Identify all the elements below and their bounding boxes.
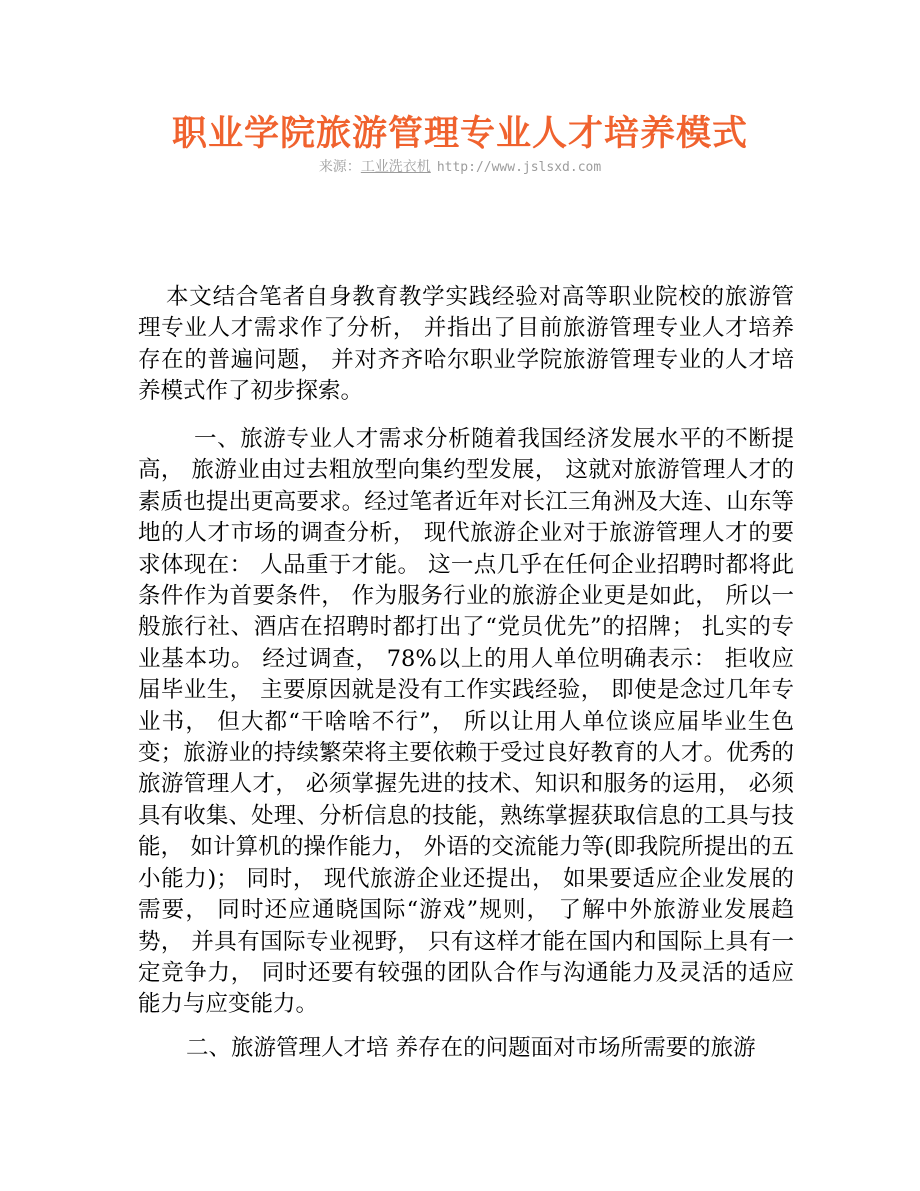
paragraph-abstract: 本文结合笔者自身教育教学实践经验对高等职业院校的旅游管理专业人才需求作了分析， 并指出了目前旅游管理专业人才培养存在的普遍问题， 并对齐齐哈尔职业学院旅游管理专业的人才培养模式作了初步探索。: [138, 284, 794, 405]
source-link[interactable]: 工业洗衣机: [360, 159, 431, 175]
source-url: http://www.jslsxd.com: [436, 160, 602, 175]
source-line: [0, 157, 920, 178]
paragraph-section-one: 一、旅游专业人才需求分析随着我国经济发展水平的不断提高， 旅游业由过去粗放型向集约型发展， 这就对旅游管理人才的素质也提出更高要求。经过笔者近年对长江三角洲及大连、山东等地的人才市场的调查分析， 现代旅游企业对于旅游管理人才的要求体现在： 人品重于才能。 这一点几乎在任何企业招聘时都将此条件作为首要条件， 作为服务行业的旅游企业更是如此， 所以一般旅行社、酒店在招聘时都打出了“党员优先”的招牌； 扎实的专业基本功。 经过调查， 78%以上的用人单位明确表示： 拒收应届毕业生， 主要原因就是没有工作实践经验， 即使是念过几年专业书， 但大都“干啥啥不行”， 所以让用人单位谈应届毕业生色变；旅游业的持续繁荣将主要依赖于受过良好教育的人才。优秀的旅游管理人才， 必须掌握先进的技术、知识和服务的运用， 必须具有收集、处理、分析信息的技能，熟练掌握获取信息的工具与技能， 如计算机的操作能力， 外语的交流能力等(即我院所提出的五小能力)； 同时， 现代旅游企业还提出， 如果要适应企业发展的需要， 同时还应通晓国际“游戏”规则， 了解中外旅游业发展趋势， 并具有国际专业视野， 只有这样才能在国内和国际上具有一定竞争力， 同时还要有较强的团队合作与沟通能力及灵活的适应能力与应变能力。: [138, 426, 794, 1018]
source-prefix: 来源：: [318, 159, 361, 175]
paragraph-section-two: 二、旅游管理人才培 养存在的问题面对市场所需要的旅游: [186, 1035, 756, 1061]
document-title: 职业学院旅游管理专业人才培养模式: [171, 113, 748, 154]
